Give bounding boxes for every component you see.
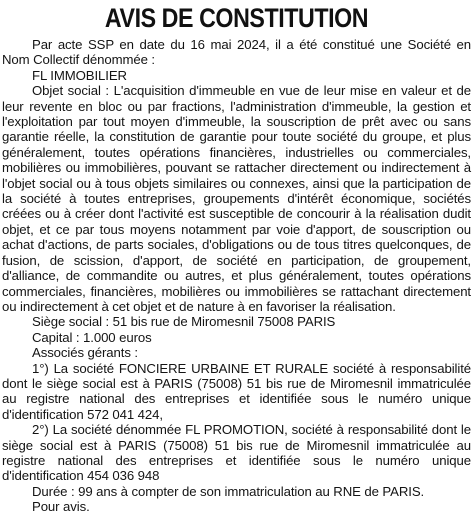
duration-line: Durée : 99 ans à compter de son immatriculation au RNE de PARIS. <box>32 483 425 499</box>
partner-1-paragraph: 1°) La société FONCIERE URBAINE ET RURALE société à responsabilité dont le siège social est à PARIS (75008) 51 bis rue de Miromesnil immatriculée au registre national des entreprises et identifiée sous le numéro unique d'identification 572 041 424, <box>2 360 471 422</box>
company-name: FL IMMOBILIER <box>32 67 127 83</box>
head-office-line: Siège social : 51 bis rue de Miromesnil 75008 PARIS <box>32 314 336 330</box>
notice-title: AVIS DE CONSTITUTION <box>104 3 369 33</box>
intro-paragraph: Par acte SSP en date du 16 mai 2024, il a été constitué une Société en Nom Collectif dénommée : <box>2 37 471 68</box>
notice-body <box>2 37 471 515</box>
object-paragraph: Objet social : L'acquisition d'immeuble en vue de leur mise en valeur et de leur revente en bloc ou par fractions, l'administration d'immeuble, la gestion et l'exploitation par tout moyen d'immeuble, la souscription de prêt avec ou sans garantie réelle, la constitution de garantie pour toute société du groupe, et plus généralement, toutes opérations financières, industrielles ou commerciales, mobilières ou immobilières, pouvant se rattacher directement ou indirectement à l'objet social ou à tous objets similaires ou connexes, ainsi que la participation de la société à toutes entreprises, groupements d'intérêt économique, sociétés créées ou à créer dont l'activité est susceptible de concourir à la réalisation dudit objet, et ce par tous moyens notamment par voie d'apport, de souscription ou achat d'actions, de parts sociales, d'obligations ou de tous titres quelconques, de fusion, de scission, d'apport, de société en participation, de groupement, d'alliance, de commandite ou autres, et plus généralement, toutes opérations commerciales, financières, mobilières ou immobilières se rattachant directement ou indirectement à cet objet et de nature à en favoriser la réalisation. <box>2 83 471 314</box>
managing-partners-heading: Associés gérants : <box>32 345 138 361</box>
closing-line: Pour avis. <box>32 499 90 515</box>
partner-2-paragraph: 2°) La société dénommée FL PROMOTION, société à responsabilité dont le siège social est à PARIS (75008) 51 bis rue de Miromesnil immatriculée au registre national des entreprises et identifiée sous le numéro unique d'identification 454 036 948 <box>2 422 471 484</box>
capital-line: Capital : 1.000 euros <box>32 329 152 345</box>
